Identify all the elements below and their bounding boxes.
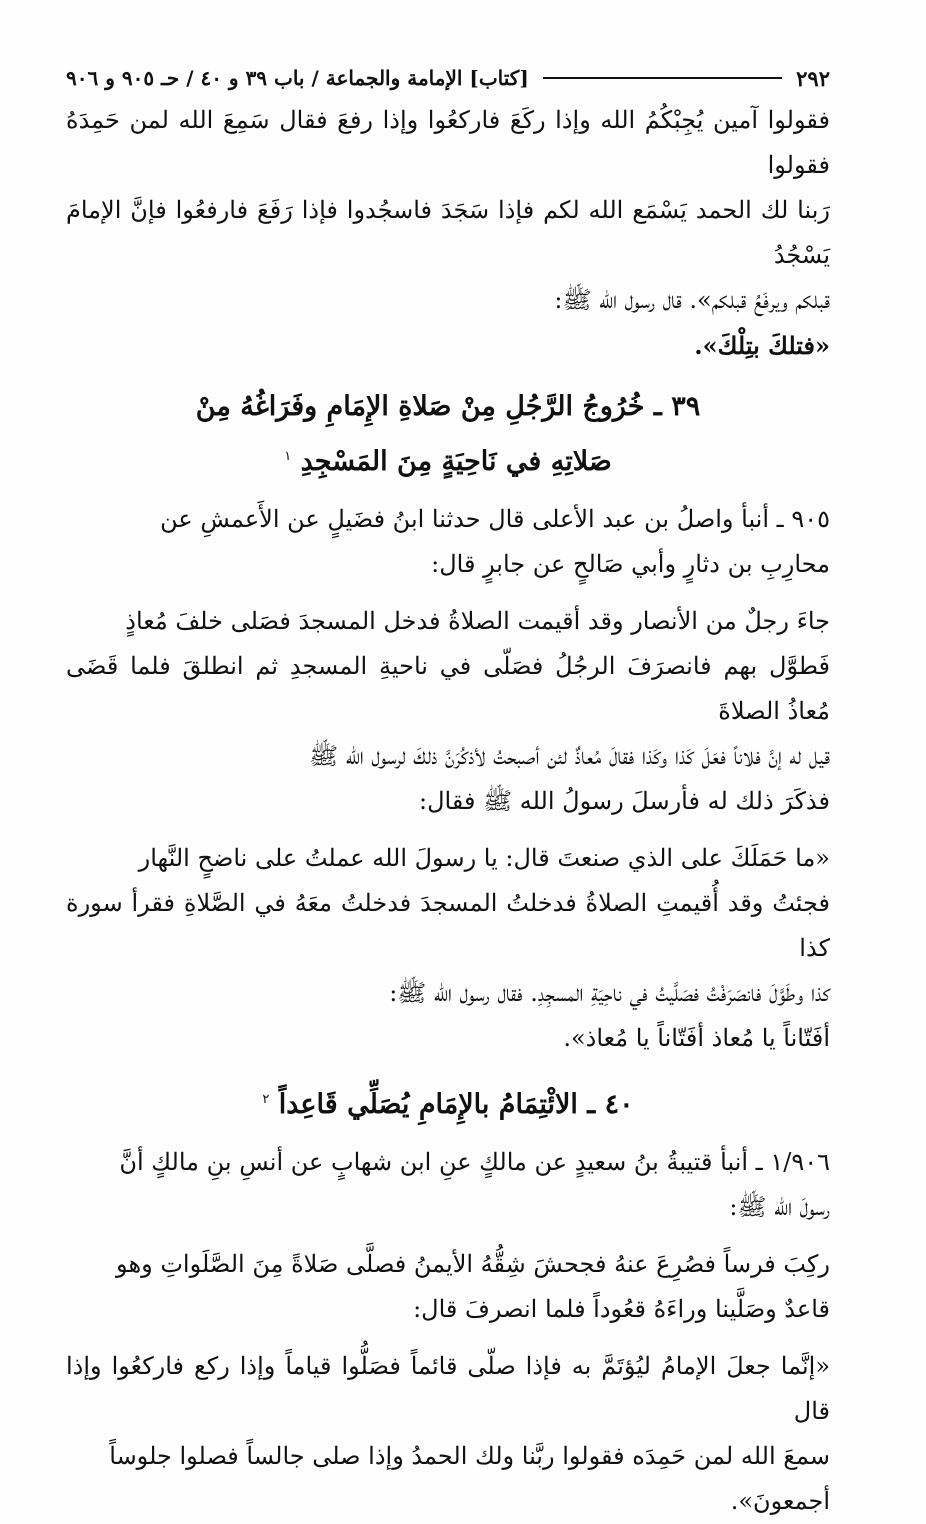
text-line: رَبنا لك الحمد يَسْمَع الله لكم فإذا سَجَدَ فاسجُدوا فإذا رَفَعَ فارفعُوا فإنَّ الإمامَ يَسْجُدُ <box>66 196 830 269</box>
chapter-heading-40 <box>66 1075 830 1130</box>
text-line: جاءَ رجلٌ من الأنصار وقد أقيمت الصلاةُ فدخل المسجدَ فصَلى خلفَ مُعاذٍ <box>125 607 830 635</box>
text-line: فذكَرَ ذلك له فأرسلَ رسولُ الله ﷺ فقال: <box>419 787 830 815</box>
text-line: كذا وطَوَّلَ فانصَرَفْتُ فصَلَّيتُ في ناحِيَةِ المسجِدِ. فقال رسول الله ﷺ: <box>389 979 830 1007</box>
hadith-906-isnad <box>66 1140 830 1230</box>
text-line: أجمعونَ». <box>730 1487 830 1515</box>
text-line: ركِبَ فرساً فصُرِعَ عنهُ فجحشَ شِقُّهُ الأيمنُ فصلَّى صَلاةً مِنَ الصَّلَواتِ وهو <box>116 1250 830 1278</box>
hadith-905-matn <box>66 599 830 824</box>
text-line: محارِبِ بن دثارٍ وأبي صَالحٍ عن جابرٍ قال: <box>431 550 830 578</box>
hadith-905-dialogue <box>66 836 830 1061</box>
text-line: رسولَ الله ﷺ: <box>729 1193 830 1221</box>
heading-line-2 <box>66 432 830 487</box>
text-line: سمعَ الله لمن حَمِدَه فقولوا ربَّنا ولك الحمدُ وإذا صلى جالساً فصلوا جلوساً <box>109 1442 830 1470</box>
heading-text: صَلاتِهِ في نَاحِيَةٍ مِنَ المَسْجِدِ <box>300 446 612 477</box>
heading-line: ٣٩ ـ خُرُوجُ الرَّجُلِ مِنْ صَلاةِ الإِمَامِ وفَرَاغُهُ مِنْ <box>195 391 701 422</box>
text-line: «إنَّما جعلَ الإمامُ ليُؤتَمَّ به فإذا صلّى قائماً فصَلُّوا قياماً وإذا ركع فاركعُوا وإذا قال <box>66 1352 830 1425</box>
text-line: ٩٠٥ ـ أنبأ واصلُ بن عبد الأعلى قال حدثنا ابنُ فضَيلٍ عن الأَعمشِ عن <box>160 505 830 533</box>
hadith-906-matn <box>66 1242 830 1332</box>
text-line: فجئتُ وقد أُقيمتِ الصلاةُ فدخلتُ المسجدَ فدخلتُ معَهُ في الصَّلاةِ فقرأ سورة كذا <box>66 889 830 962</box>
text-line: «فتلكَ بتِلْكَ». <box>694 331 830 360</box>
text-line: قاعدٌ وصَلَّينا وراءَهُ قعُوداً فلما انصرفَ قال: <box>413 1295 830 1323</box>
hadith-906-saying <box>66 1344 830 1524</box>
hadith-905-isnad <box>66 497 830 587</box>
text-line: قيل له إنَّ فلاناً فعَلَ كَذا وكَذا فقالَ مُعاذٌ لئن أصبحتُ لأذكُرَنَّ ذلكَ لرسول الله ﷺ <box>309 742 830 770</box>
footnote-mark: ١ <box>284 449 292 464</box>
page-number: ٢٩٢ <box>796 65 830 91</box>
heading-text: ٤٠ ـ الائْتِمَامُ بالإِمَامِ يُصَلِّي قَاعِداً <box>278 1089 634 1120</box>
text-line: فقولوا آمين يُجِبْكُمُ الله وإذا ركَعَ فاركعُوا وإذا رفعَ فقال سَمِعَ الله لمن حَمِدَهُ فقولوا <box>66 106 830 179</box>
header-rule <box>543 77 782 79</box>
page-header <box>66 58 830 98</box>
text-line: فَطوَّل بهم فانصرَفَ الرجُلُ فصَلّى في ناحيةِ المسجدِ ثم انطلقَ فلما قَضَى مُعاذُ الصلاةَ <box>66 652 830 725</box>
text-line: أفَتّاناً يا مُعاذ أفَتّاناً يا مُعاذ». <box>563 1024 830 1052</box>
text-line: قبلكم ويرفَعُ قبلكم». قال رسول الله ﷺ: <box>554 286 830 314</box>
text-line: ١/٩٠٦ ـ أنبأ قتيبةُ بنُ سعيدٍ عن مالكٍ عنِ ابن شهابٍ عن أنسِ بنِ مالكٍ أنَّ <box>119 1148 830 1176</box>
intro-paragraph <box>66 98 830 368</box>
chapter-heading-39 <box>66 382 830 487</box>
running-title: [كتاب] الإمامة والجماعة / باب ٣٩ و ٤٠ / حـ ٩٠٥ و ٩٠٦ <box>66 66 529 90</box>
text-line: «ما حَمَلَكَ على الذي صنعتَ قال: يا رسولَ الله عملتُ على ناضحٍ النَّهار <box>138 844 830 872</box>
footnote-mark: ٢ <box>262 1092 270 1107</box>
